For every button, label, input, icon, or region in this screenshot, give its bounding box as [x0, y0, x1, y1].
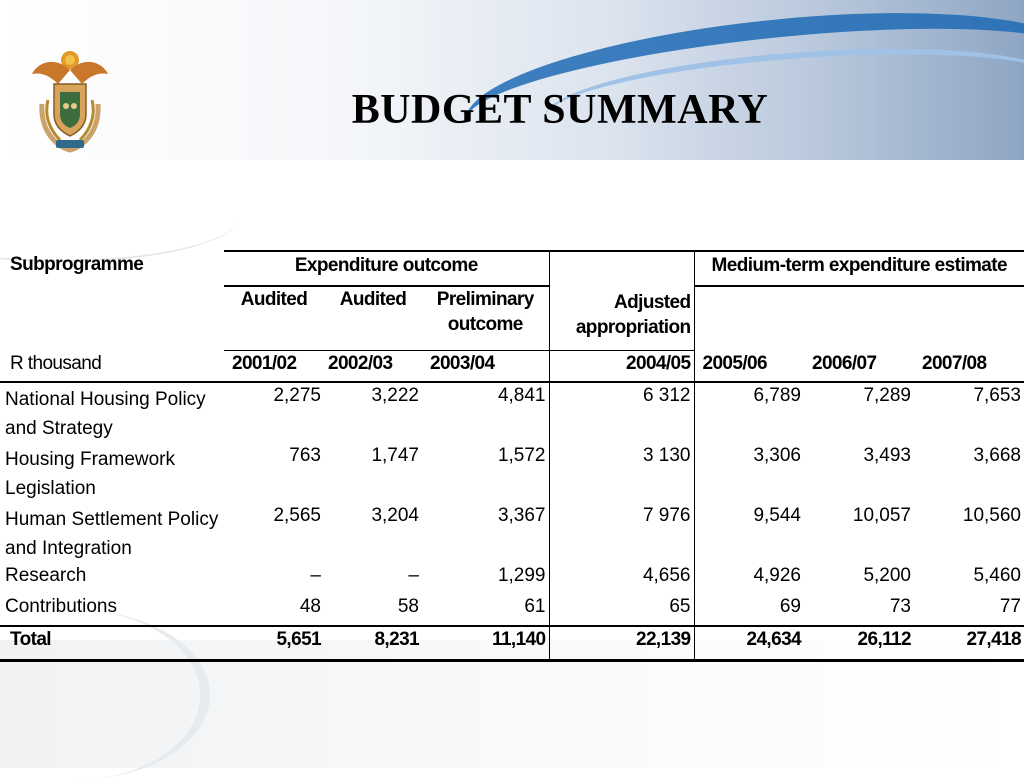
cell-value: 48: [299, 596, 321, 617]
table-row: [0, 503, 1024, 563]
cell-value: 10,560: [962, 505, 1021, 526]
cell-value: 2,565: [273, 505, 321, 526]
year-header: 2001/02: [224, 351, 324, 383]
table-header-row: [0, 251, 1024, 286]
cell-value: 2,275: [224, 382, 324, 443]
preliminary-outcome-header: [422, 286, 549, 351]
cell-value: 3,367: [422, 503, 549, 563]
total-value: 26,112: [804, 626, 914, 661]
adjusted-label: Adjusted: [614, 292, 691, 313]
cell-value: 4,841: [422, 382, 549, 443]
year-header: 2002/03: [324, 351, 422, 383]
row-label: Human Settlement Policy and Integration: [5, 509, 219, 559]
cell-value: 1,299: [422, 563, 549, 594]
table-row: [0, 443, 1024, 503]
cell-value: 3 130: [549, 443, 694, 503]
budget-summary-table: [0, 250, 1024, 662]
cell-value: 7,653: [914, 382, 1024, 443]
total-value: 5,651: [224, 626, 324, 661]
year-header: 2003/04: [422, 351, 549, 383]
cell-value: 61: [422, 594, 549, 626]
cell-value: –: [310, 565, 321, 586]
subprogramme-header: Subprogramme: [10, 254, 144, 275]
cell-value: 6 312: [549, 382, 694, 443]
cell-value: 7,289: [804, 382, 914, 443]
total-value: 22,139: [549, 626, 694, 661]
cell-value: 3,204: [371, 505, 419, 526]
cell-value: 65: [549, 594, 694, 626]
row-label: Housing Framework Legislation: [5, 449, 175, 499]
year-header: 2006/07: [812, 352, 877, 374]
audited-header: Audited: [339, 289, 407, 310]
year-header: 2004/05: [549, 351, 694, 383]
table-total-row: [0, 626, 1024, 661]
cell-value: 763: [289, 445, 321, 466]
cell-value: 7 976: [549, 503, 694, 563]
cell-value: 5,460: [973, 565, 1021, 586]
table-year-row: [0, 351, 1024, 383]
cell-value: 77: [999, 596, 1021, 617]
cell-value: 10,057: [852, 505, 911, 526]
row-label: National Housing Policy and Strategy: [0, 382, 224, 443]
cell-value: 1,572: [422, 443, 549, 503]
preliminary-label: Preliminary: [436, 289, 534, 310]
total-value: 11,140: [422, 626, 549, 661]
cell-value: 1,747: [371, 445, 419, 466]
audited-header: Audited: [240, 289, 308, 310]
table-header-row: [0, 286, 1024, 351]
cell-value: 5,200: [863, 565, 911, 586]
unit-label: R thousand: [10, 352, 102, 374]
cell-value: 6,789: [694, 382, 804, 443]
cell-value: 4,656: [549, 563, 694, 594]
cell-value: 9,544: [753, 505, 801, 526]
appropriation-label: appropriation: [575, 317, 691, 338]
expenditure-outcome-header: Expenditure outcome: [224, 251, 549, 286]
page-title: BUDGET SUMMARY: [351, 87, 769, 133]
cell-value: 4,926: [753, 565, 801, 586]
total-value: 24,634: [694, 626, 804, 661]
cell-value: –: [408, 565, 419, 586]
cell-value: 58: [397, 596, 419, 617]
total-label: Total: [0, 626, 224, 661]
coat-of-arms-logo: [30, 44, 110, 154]
cell-value: 3,493: [863, 445, 911, 466]
row-label: Research: [5, 565, 87, 586]
cell-value: 3,222: [324, 382, 422, 443]
total-value: 27,418: [914, 626, 1024, 661]
adjusted-appropriation-header: [549, 286, 694, 351]
background-wave: [0, 170, 240, 262]
table-row: [0, 594, 1024, 626]
cell-value: 73: [889, 596, 911, 617]
cell-value: 69: [779, 596, 801, 617]
adjusted-header-spacer: [549, 251, 694, 286]
table-row: [0, 563, 1024, 594]
row-label: Contributions: [5, 596, 117, 617]
year-header: 2007/08: [922, 352, 987, 374]
cell-value: 3,668: [973, 445, 1021, 466]
table-row: [0, 382, 1024, 443]
year-header: 2005/06: [702, 352, 767, 374]
mtef-header: Medium-term expenditure estimate: [694, 251, 1024, 286]
cell-value: 3,306: [753, 445, 801, 466]
outcome-label: outcome: [447, 314, 523, 335]
total-value: 8,231: [324, 626, 422, 661]
